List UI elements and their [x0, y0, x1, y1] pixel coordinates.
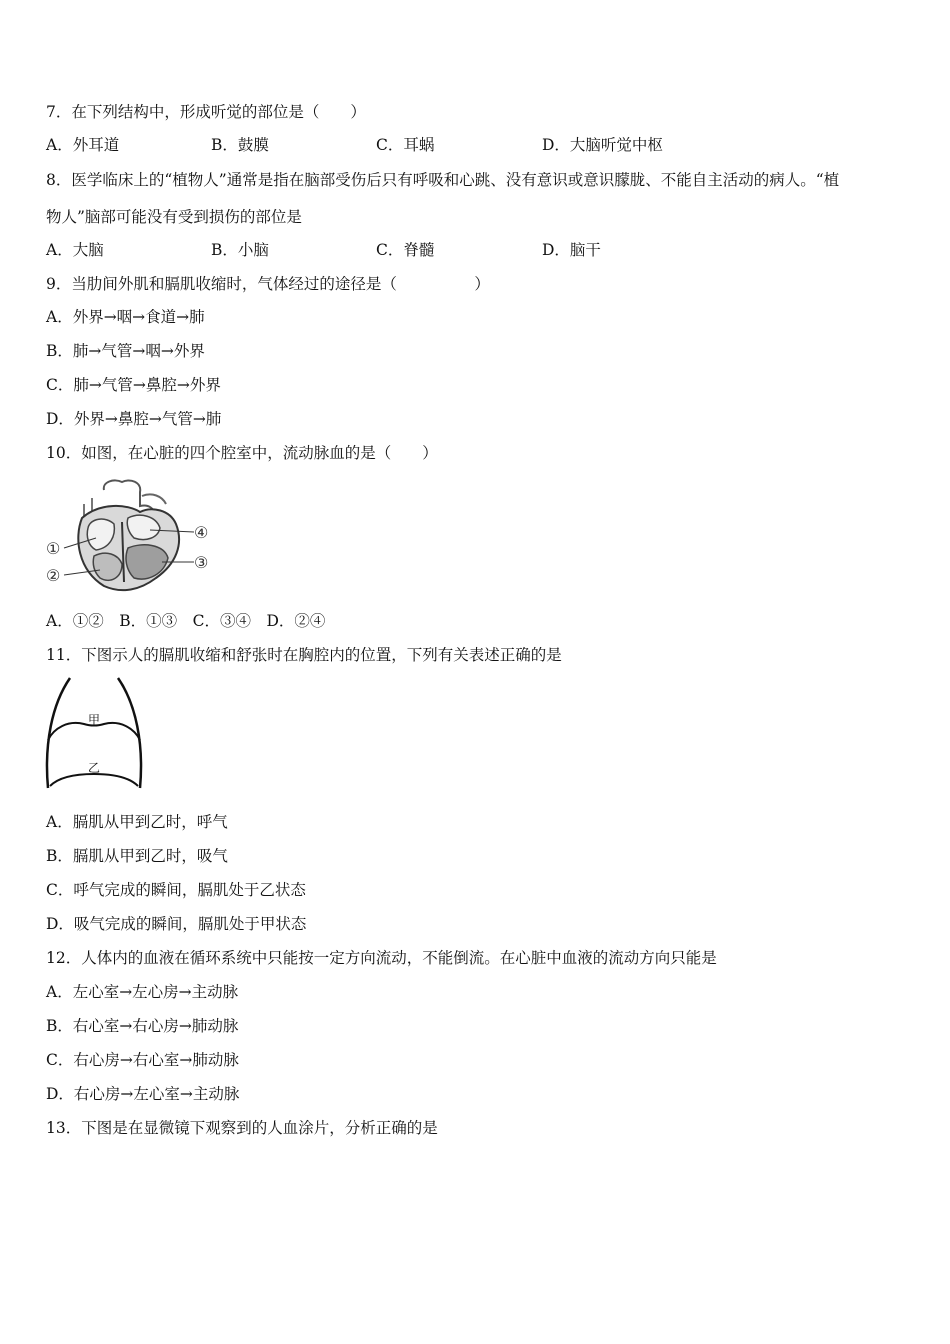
chest-wall-right [118, 678, 141, 788]
diaphragm-diagram [44, 674, 144, 794]
q7-option-b: B．鼓膜 [211, 136, 269, 154]
q8-option-a: A．大脑 [46, 241, 104, 259]
heart-diagram [44, 478, 216, 596]
heart-label-3: ③ [194, 553, 209, 572]
q12-option-b: B．右心室→右心房→肺动脉 [46, 1017, 239, 1035]
q11-stem: 11．下图示人的膈肌收缩和舒张时在胸腔内的位置，下列有关表述正确的是 [46, 646, 562, 664]
q7-option-c: C．耳蜗 [376, 136, 435, 154]
q11-option-b: B．膈肌从甲到乙时，吸气 [46, 847, 228, 865]
q10-stem: 10．如图，在心脏的四个腔室中，流动脉血的是（ ） [46, 444, 438, 462]
q7-stem: 7．在下列结构中，形成听觉的部位是（ ） [46, 103, 366, 121]
q12-option-c: C．右心房→右心室→肺动脉 [46, 1051, 239, 1069]
q12-option-d: D．右心房→左心室→主动脉 [46, 1085, 240, 1103]
q8-option-d: D．脑干 [542, 241, 601, 259]
q10-options: A．①② B．①③ C．③④ D．②④ [46, 612, 326, 630]
heart-label-4: ④ [194, 523, 209, 542]
q11-option-d: D．吸气完成的瞬间，膈肌处于甲状态 [46, 915, 307, 933]
q12-stem: 12．人体内的血液在循环系统中只能按一定方向流动，不能倒流。在心脏中血液的流动方向只能是 [46, 949, 717, 967]
q8-stem-line1: 8．医学临床上的“植物人”通常是指在脑部受伤后只有呼吸和心跳、没有意识或意识朦胧、不能自主活动的病人。“植 [46, 171, 840, 189]
q8-option-c: C．脊髓 [376, 241, 435, 259]
q8-option-b: B．小脑 [211, 241, 269, 259]
q11-option-c: C．呼气完成的瞬间，膈肌处于乙状态 [46, 881, 306, 899]
q8-stem-line2: 物人”脑部可能没有受到损伤的部位是 [46, 208, 302, 226]
q9-option-d: D．外界→鼻腔→气管→肺 [46, 410, 222, 428]
q7-option-a: A．外耳道 [46, 136, 120, 154]
heart-vessel-pulmonary [142, 494, 166, 504]
q9-option-c: C．肺→气管→鼻腔→外界 [46, 376, 221, 394]
q9-option-b: B．肺→气管→咽→外界 [46, 342, 205, 360]
q7-option-d: D．大脑听觉中枢 [542, 136, 663, 154]
heart-chamber-right-ventricle [93, 553, 122, 580]
diaphragm-label-yi: 乙 [88, 761, 101, 775]
chest-wall-left [47, 678, 70, 788]
diaphragm-position-yi [50, 774, 138, 786]
diaphragm-label-jia: 甲 [88, 713, 101, 727]
q12-option-a: A．左心室→左心房→主动脉 [46, 983, 239, 1001]
heart-label-2: ② [46, 566, 61, 585]
heart-label-1: ① [46, 539, 61, 558]
q9-option-a: A．外界→咽→食道→肺 [46, 308, 205, 326]
q9-stem: 9．当肋间外肌和膈肌收缩时，气体经过的途径是（ ） [46, 275, 490, 293]
q13-stem: 13．下图是在显微镜下观察到的人血涂片，分析正确的是 [46, 1119, 438, 1137]
q11-option-a: A．膈肌从甲到乙时，呼气 [46, 813, 228, 831]
